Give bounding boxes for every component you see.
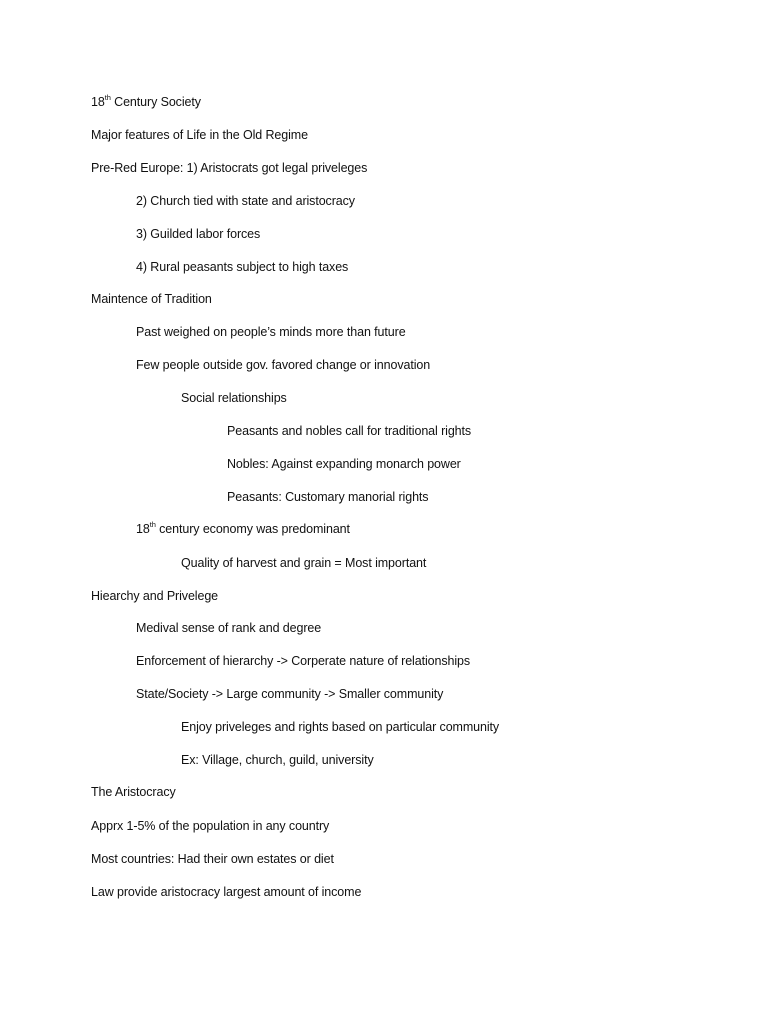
- text-line: 18th century economy was predominant: [136, 519, 350, 536]
- text-line: Enforcement of hierarchy -> Corperate nature of relationships: [136, 654, 471, 668]
- text-line: Nobles: Against expanding monarch power: [227, 457, 461, 471]
- text-line: Social relationships: [181, 391, 287, 405]
- section-heading: Maintence of Tradition: [91, 292, 212, 306]
- text-line: Major features of Life in the Old Regime: [91, 128, 308, 142]
- text-line: Quality of harvest and grain = Most important: [181, 556, 427, 570]
- text-line: Peasants: Customary manorial rights: [227, 490, 429, 504]
- document-title: 18th Century Society: [91, 92, 201, 109]
- text-line: Peasants and nobles call for traditional rights: [227, 424, 472, 438]
- section-heading: Hiearchy and Privelege: [91, 589, 219, 603]
- text-line: Ex: Village, church, guild, university: [181, 753, 374, 767]
- text-line: Few people outside gov. favored change or innovation: [136, 358, 431, 372]
- text-line: Law provide aristocracy largest amount of income: [91, 885, 362, 899]
- text-line: Pre-Red Europe: 1) Aristocrats got legal priveleges: [91, 161, 368, 175]
- text-line: Enjoy priveleges and rights based on particular community: [181, 720, 500, 734]
- text-line: 3) Guilded labor forces: [136, 227, 261, 241]
- text-line: State/Society -> Large community -> Smaller community: [136, 687, 444, 701]
- text-line: 4) Rural peasants subject to high taxes: [136, 260, 349, 274]
- text-line: Medival sense of rank and degree: [136, 621, 322, 635]
- text-line: 2) Church tied with state and aristocracy: [136, 194, 355, 208]
- text-line: Apprx 1-5% of the population in any country: [91, 819, 330, 833]
- section-heading: The Aristocracy: [91, 785, 176, 799]
- text-line: Most countries: Had their own estates or diet: [91, 852, 334, 866]
- text-line: Past weighed on people’s minds more than future: [136, 325, 406, 339]
